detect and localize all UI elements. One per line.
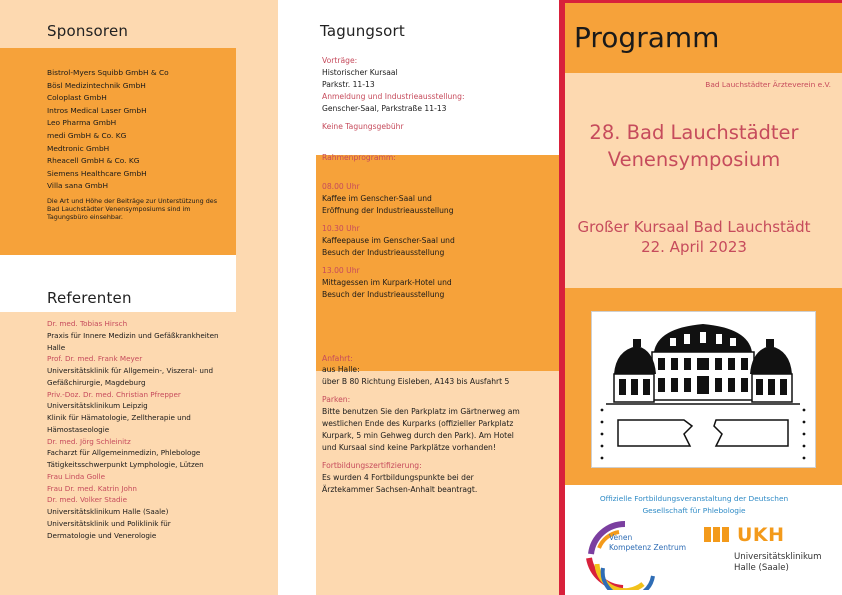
sponsor-item: Coloplast GmbH [47, 93, 107, 103]
tagungsort-title: Tagungsort [320, 22, 405, 40]
rahmen-line: Besuch der Industrieausstellung [322, 247, 445, 257]
parken-line: Kurpark, 5 min Gehweg durch den Park). Am Hotel [322, 430, 514, 440]
referent-affiliation: Klinik für Hämatologie, Zelltherapie und [47, 413, 191, 422]
sponsors-title: Sponsoren [47, 22, 129, 40]
parken-line: und Kursaal sind keine Parkplätze vorhanden! [322, 442, 496, 452]
symposium-line: 28. Bad Lauchstädter [589, 121, 799, 144]
fortbildung-label: Fortbildungszertifizierung: [322, 460, 422, 470]
vortraege-line: Historischer Kursaal [322, 67, 398, 77]
rahmenprogramm-title: Rahmenprogramm: [322, 153, 396, 163]
rahmen-line: Eröffnung der Industrieausstellung [322, 206, 454, 216]
sponsor-list [47, 67, 227, 193]
dgp-line: Gesellschaft für Phlebologie [642, 506, 746, 516]
column-divider-stripe [236, 0, 278, 595]
parken-line: westlichen Ende des Kurparks (offizieller Parkplatz [322, 419, 514, 429]
referenten-title: Referenten [47, 289, 132, 307]
referent-name: Priv.-Doz. Dr. med. Christian Pfrepper [47, 389, 181, 399]
referent-affiliation: Tätigkeitsschwerpunkt Lymphologie, Lützen [47, 460, 204, 469]
referent-affiliation: Facharzt für Allgemeinmedizin, Phlebologe [47, 448, 201, 458]
referent-affiliation: Universitätsklinik für Allgemein-, Viszeral- und [47, 366, 214, 375]
sponsor-item: Bösl Medizintechnik GmbH [47, 80, 146, 90]
anfahrt-label: Anfahrt: [322, 353, 353, 363]
rahmen-line: Kaffee im Genscher-Saal und [322, 194, 432, 204]
rahmen-line: Mittagessen im Kurpark-Hotel und [322, 277, 452, 287]
referent-name: Prof. Dr. med. Frank Meyer [47, 354, 143, 364]
sponsor-item: medi GmbH & Co. KG [47, 130, 127, 140]
anfahrt-line: über B 80 Richtung Eisleben, A143 bis Ausfahrt 5 [322, 377, 510, 387]
dgp-statement [565, 493, 823, 518]
anmeldung-line: Genscher-Saal, Parkstraße 11-13 [322, 103, 447, 113]
referent-affiliation: Hämostaseologie [47, 424, 110, 434]
ukh-name-line: Halle (Saale) [734, 563, 789, 573]
verein-name: Bad Lauchstädter Ärzteverein e.V. [705, 80, 831, 89]
anmeldung-label: Anmeldung und Industrieausstellung: [322, 91, 465, 101]
ukh-logo [704, 524, 834, 587]
fortbildung-line: Ärztekammer Sachsen-Anhalt beantragt. [322, 484, 478, 494]
parken-label: Parken: [322, 395, 351, 405]
referent-affiliation: Universitätsklinikum Leipzig [47, 401, 148, 411]
fortbildung-line: Es wurden 4 Fortbildungspunkte bei der [322, 472, 474, 482]
sponsor-item: Medtronic GmbH [47, 143, 110, 153]
referent-name: Frau Dr. med. Katrin John [47, 483, 137, 493]
kursaal-drawing [592, 312, 815, 467]
sponsor-item: Siemens Healthcare GmbH [47, 168, 147, 178]
referent-affiliation: Gefäßchirurgie, Magdeburg [47, 377, 146, 387]
tagungsgebuehr-note: Keine Tagungsgebühr [322, 121, 404, 131]
event-place: Großer Kursaal Bad Lauchstädt [577, 218, 811, 236]
kursaal-illustration [591, 311, 816, 468]
parken-line: Bitte benutzen Sie den Parkplatz im Gärtnerweg am [322, 407, 520, 417]
sponsor-item: Bistrol-Myers Squibb GmbH & Co [47, 68, 169, 77]
referent-affiliation: Praxis für Innere Medizin und Gefäßkrankheiten [47, 330, 219, 340]
symposium-line: Venensymposium [607, 148, 781, 171]
referent-affiliation: Dermatologie und Venerologie [47, 530, 157, 540]
dgp-line: Offizielle Fortbildungsveranstaltung der Deutschen [599, 494, 789, 503]
vkz-line2: Kompetenz Zentrum [609, 543, 687, 552]
tagungsort-details [322, 55, 556, 495]
ukh-wordmark: UKH [737, 524, 785, 546]
event-place-date [565, 217, 823, 257]
referenten-list [47, 318, 233, 541]
rahmen-time: 13.00 Uhr [322, 265, 360, 275]
programm-title: Programm [574, 21, 720, 54]
symposium-title [565, 119, 823, 173]
rahmen-time: 08.00 Uhr [322, 182, 360, 192]
referent-affiliation: Universitätsklinikum Halle (Saale) [47, 507, 169, 516]
vkz-line1: Venen [609, 533, 633, 542]
referent-name: Dr. med. Tobias Hirsch [47, 319, 128, 328]
referent-affiliation: Halle [47, 342, 66, 352]
rahmen-line: Besuch der Industrieausstellung [322, 289, 445, 299]
sponsor-item: Intros Medical Laser GmbH [47, 105, 147, 115]
rahmenprogramm-list [322, 181, 556, 300]
referent-name: Frau Linda Golle [47, 471, 106, 481]
referent-affiliation: Universitätsklinik und Poliklinik für [47, 518, 171, 528]
referent-name: Dr. med. Jörg Schleinitz [47, 436, 131, 446]
ukh-name-line: Universitätsklinikum [734, 552, 822, 562]
sponsor-item: Leo Pharma GmbH [47, 118, 117, 128]
venen-kompetenz-zentrum-logo [583, 518, 695, 590]
event-date: 22. April 2023 [641, 238, 747, 256]
sponsor-note: Die Art und Höhe der Beiträge zur Unterstützung des Bad Lauchstädter Venensymposiums sind im Tagungsbüro einsehbar. [47, 197, 218, 222]
rahmen-line: Kaffeepause im Genscher-Saal und [322, 235, 455, 245]
anfahrt-line: aus Halle: [322, 365, 360, 375]
vortraege-label: Vorträge: [322, 56, 358, 65]
referent-name: Dr. med. Volker Stadie [47, 495, 128, 505]
rahmen-time: 10.30 Uhr [322, 224, 360, 234]
sponsor-item: Villa sana GmbH [47, 181, 109, 191]
vortraege-line: Parkstr. 11-13 [322, 79, 375, 89]
sponsor-item: Rheacell GmbH & Co. KG [47, 156, 140, 166]
